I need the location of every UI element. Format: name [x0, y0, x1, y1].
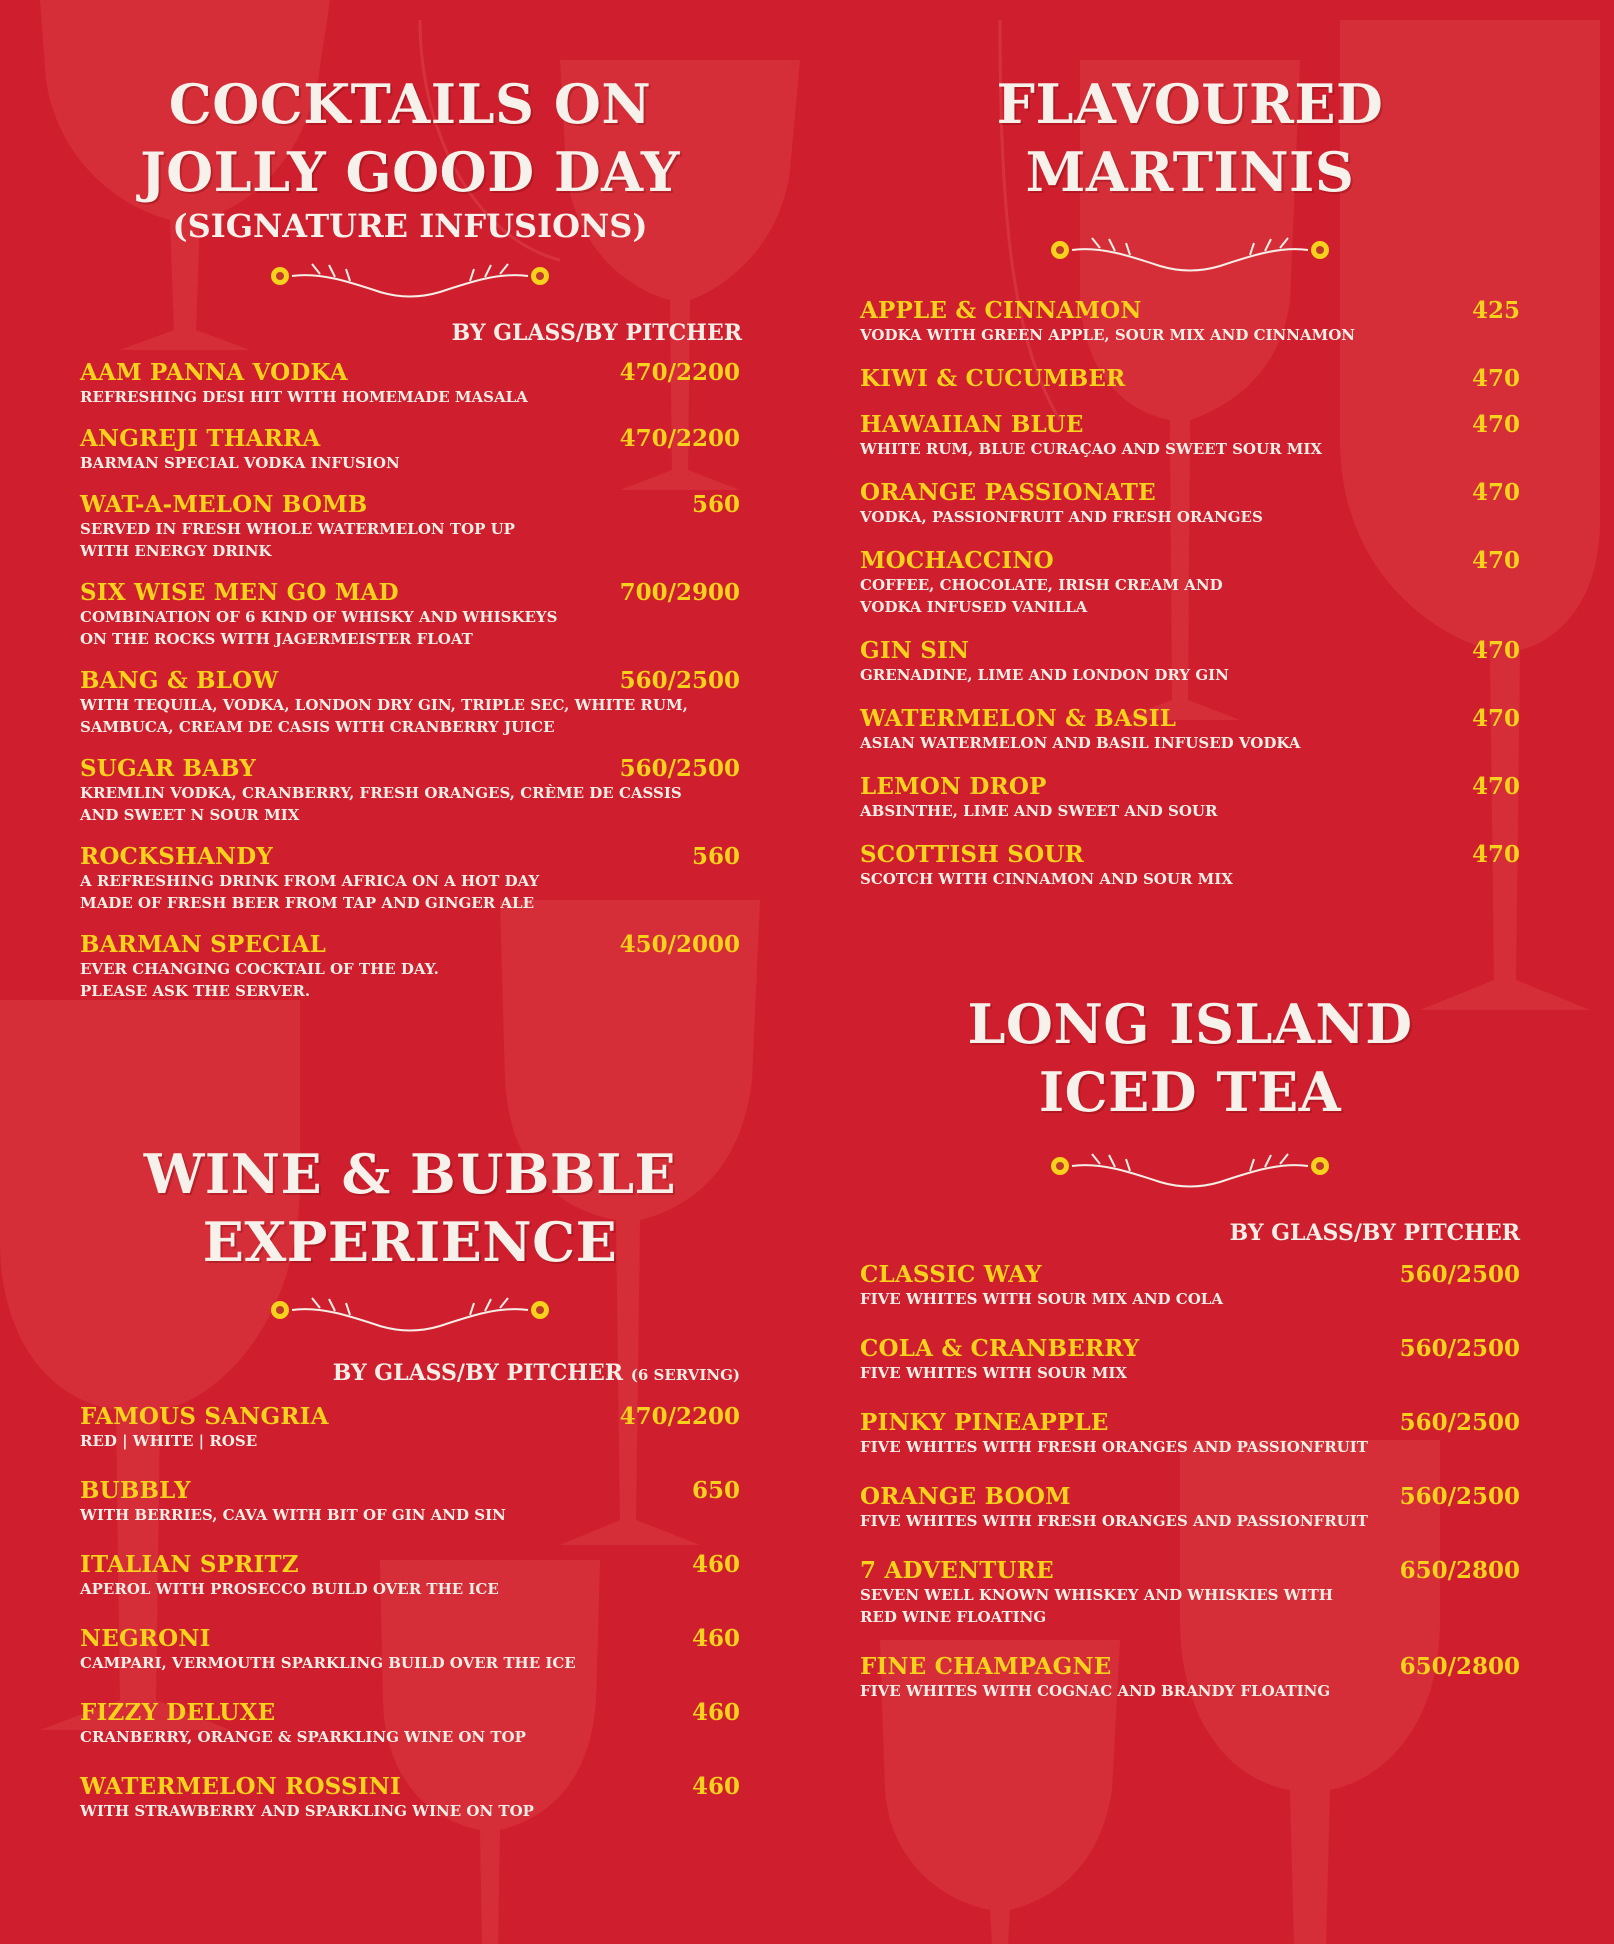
- cocktails-subtitle: (SIGNATURE INFUSIONS): [172, 207, 648, 245]
- martinis-title-line2: MARTINIS: [1025, 140, 1355, 204]
- item-price: 470: [1471, 841, 1520, 868]
- menu-item: [860, 842, 1520, 890]
- item-description: VODKA INFUSED VANILLA: [860, 598, 1088, 616]
- item-price: 460: [691, 1625, 740, 1652]
- item-name: BANG & BLOW: [80, 667, 279, 694]
- item-name: FINE CHAMPAGNE: [860, 1653, 1112, 1680]
- item-price: 470/2200: [619, 359, 740, 386]
- item-name: FIZZY DELUXE: [80, 1699, 276, 1726]
- item-description: WITH ENERGY DRINK: [80, 542, 272, 560]
- item-name: APPLE & CINNAMON: [860, 297, 1142, 324]
- item-name: WAT-A-MELON BOMB: [80, 491, 368, 518]
- menu-item: [860, 774, 1520, 822]
- item-price: 560/2500: [1399, 1409, 1520, 1436]
- martinis-item-list: [860, 298, 1520, 890]
- item-price: 470: [1471, 637, 1520, 664]
- wine-column-note: (6 SERVING): [630, 1366, 740, 1384]
- floral-divider-icon: [1040, 226, 1340, 286]
- item-description: CRANBERRY, ORANGE & SPARKLING WINE ON TOP: [80, 1728, 526, 1746]
- item-name: ORANGE PASSIONATE: [860, 479, 1156, 506]
- menu-item: [80, 932, 740, 1002]
- item-price: 460: [691, 1699, 740, 1726]
- item-description: A REFRESHING DRINK FROM AFRICA ON A HOT DAY: [80, 872, 540, 890]
- wine-title-line2: EXPERIENCE: [202, 1210, 618, 1274]
- item-name: MOCHACCINO: [860, 547, 1054, 574]
- menu-item: [860, 366, 1520, 392]
- item-description: KREMLIN VODKA, CRANBERRY, FRESH ORANGES, CRÈME DE CASSIS: [80, 784, 682, 802]
- item-name: LEMON DROP: [860, 773, 1047, 800]
- item-name: NEGRONI: [80, 1625, 211, 1652]
- item-price: 560: [691, 491, 740, 518]
- item-description: SERVED IN FRESH WHOLE WATERMELON TOP UP: [80, 520, 515, 538]
- item-name: COLA & CRANBERRY: [860, 1335, 1140, 1362]
- cocktails-title-line1: COCKTAILS ON: [168, 72, 652, 136]
- item-price: 470: [1471, 411, 1520, 438]
- menu-item: [860, 480, 1520, 528]
- item-description: COFFEE, CHOCOLATE, IRISH CREAM AND: [860, 576, 1223, 594]
- long-island-title-line2: ICED TEA: [1038, 1060, 1342, 1124]
- item-price: 470/2200: [619, 1403, 740, 1430]
- item-name: CLASSIC WAY: [860, 1261, 1042, 1288]
- menu-item: [80, 1552, 740, 1600]
- wine-column-header-text: BY GLASS/BY PITCHER: [332, 1360, 624, 1386]
- menu-item: [80, 426, 740, 474]
- item-description: WHITE RUM, BLUE CURAÇAO AND SWEET SOUR MIX: [860, 440, 1323, 458]
- wine-column-header: [80, 1358, 740, 1390]
- item-description: VODKA WITH GREEN APPLE, SOUR MIX AND CINNAMON: [860, 326, 1355, 344]
- item-description: ASIAN WATERMELON AND BASIL INFUSED VODKA: [860, 734, 1301, 752]
- menu-item: [80, 492, 740, 562]
- martinis-section: [860, 70, 1520, 910]
- cocktails-column-header: BY GLASS/BY PITCHER: [451, 320, 742, 346]
- item-price: 450/2000: [619, 931, 740, 958]
- item-description: FIVE WHITES WITH FRESH ORANGES AND PASSIONFRUIT: [860, 1438, 1368, 1456]
- item-description: SEVEN WELL KNOWN WHISKEY AND WHISKIES WITH: [860, 1586, 1333, 1604]
- wine-section: [80, 1140, 740, 1848]
- item-description: APEROL WITH PROSECCO BUILD OVER THE ICE: [80, 1580, 499, 1598]
- item-description: SAMBUCA, CREAM DE CASIS WITH CRANBERRY JUICE: [80, 718, 555, 736]
- item-description: CAMPARI, VERMOUTH SPARKLING BUILD OVER THE ICE: [80, 1654, 576, 1672]
- item-price: 425: [1471, 297, 1520, 324]
- menu-item: [80, 844, 740, 914]
- item-price: 560: [691, 843, 740, 870]
- item-description: RED | WHITE | ROSE: [80, 1432, 258, 1450]
- item-name: HAWAIIAN BLUE: [860, 411, 1084, 438]
- item-name: BARMAN SPECIAL: [80, 931, 327, 958]
- item-description: PLEASE ASK THE SERVER.: [80, 982, 311, 1000]
- item-price: 650/2800: [1399, 1557, 1520, 1584]
- wine-title-line1: WINE & BUBBLE: [143, 1142, 677, 1206]
- cocktails-item-list: [80, 360, 740, 1002]
- item-description: RED WINE FLOATING: [860, 1608, 1047, 1626]
- item-price: 560/2500: [1399, 1335, 1520, 1362]
- item-description: FIVE WHITES WITH FRESH ORANGES AND PASSIONFRUIT: [860, 1512, 1368, 1530]
- item-description: SCOTCH WITH CINNAMON AND SOUR MIX: [860, 870, 1233, 888]
- item-price: 470: [1471, 773, 1520, 800]
- menu-item: [80, 1404, 740, 1452]
- floral-divider-icon: [1040, 1142, 1340, 1202]
- item-name: ITALIAN SPRITZ: [80, 1551, 299, 1578]
- item-description: REFRESHING DESI HIT WITH HOMEMADE MASALA: [80, 388, 528, 406]
- item-description: WITH BERRIES, CAVA WITH BIT OF GIN AND SIN: [80, 1506, 506, 1524]
- item-price: 560/2500: [619, 755, 740, 782]
- item-description: AND SWEET N SOUR MIX: [80, 806, 300, 824]
- item-name: ORANGE BOOM: [860, 1483, 1071, 1510]
- menu-item: [80, 1626, 740, 1674]
- menu-item: [80, 360, 740, 408]
- menu-item: [860, 1484, 1520, 1532]
- item-price: 560/2500: [1399, 1261, 1520, 1288]
- menu-item: [860, 1262, 1520, 1310]
- menu-item: [860, 412, 1520, 460]
- item-price: 650/2800: [1399, 1653, 1520, 1680]
- menu-item: [860, 548, 1520, 618]
- item-description: MADE OF FRESH BEER FROM TAP AND GINGER ALE: [80, 894, 535, 912]
- floral-divider-icon: [260, 252, 560, 312]
- item-name: SCOTTISH SOUR: [860, 841, 1084, 868]
- item-price: 560/2500: [619, 667, 740, 694]
- long-island-column-header: BY GLASS/BY PITCHER: [1229, 1220, 1520, 1246]
- item-name: WATERMELON ROSSINI: [80, 1773, 401, 1800]
- wine-item-list: [80, 1404, 740, 1822]
- menu-item: [80, 668, 740, 738]
- menu-item: [80, 756, 740, 826]
- item-name: BUBBLY: [80, 1477, 191, 1504]
- item-price: 460: [691, 1773, 740, 1800]
- item-description: EVER CHANGING COCKTAIL OF THE DAY.: [80, 960, 439, 978]
- menu-item: [80, 1478, 740, 1526]
- item-name: PINKY PINEAPPLE: [860, 1409, 1109, 1436]
- item-price: 460: [691, 1551, 740, 1578]
- item-description: FIVE WHITES WITH SOUR MIX AND COLA: [860, 1290, 1223, 1308]
- item-price: 700/2900: [619, 579, 740, 606]
- item-price: 470: [1471, 479, 1520, 506]
- menu-item: [80, 580, 740, 650]
- item-description: WITH STRAWBERRY AND SPARKLING WINE ON TOP: [80, 1802, 534, 1820]
- item-name: 7 ADVENTURE: [860, 1557, 1054, 1584]
- item-name: ROCKSHANDY: [80, 843, 274, 870]
- menu-item: [80, 1774, 740, 1822]
- floral-divider-icon: [260, 1286, 560, 1346]
- item-price: 650: [691, 1477, 740, 1504]
- item-name: FAMOUS SANGRIA: [80, 1403, 329, 1430]
- item-description: ON THE ROCKS WITH JAGERMEISTER FLOAT: [80, 630, 473, 648]
- item-description: GRENADINE, LIME AND LONDON DRY GIN: [860, 666, 1229, 684]
- item-name: AAM PANNA VODKA: [80, 359, 348, 386]
- menu-item: [860, 1336, 1520, 1384]
- menu-item: [80, 1700, 740, 1748]
- item-price: 470/2200: [619, 425, 740, 452]
- menu-item: [860, 298, 1520, 346]
- item-name: WATERMELON & BASIL: [860, 705, 1177, 732]
- item-name: KIWI & CUCUMBER: [860, 365, 1126, 392]
- item-price: 470: [1471, 365, 1520, 392]
- item-price: 470: [1471, 705, 1520, 732]
- item-name: ANGREJI THARRA: [80, 425, 321, 452]
- item-description: COMBINATION OF 6 KIND OF WHISKY AND WHISKEYS: [80, 608, 558, 626]
- martinis-title-line1: FLAVOURED: [996, 72, 1384, 136]
- item-description: WITH TEQUILA, VODKA, LONDON DRY GIN, TRIPLE SEC, WHITE RUM,: [80, 696, 688, 714]
- menu-item: [860, 1654, 1520, 1702]
- menu-item: [860, 706, 1520, 754]
- menu-item: [860, 1410, 1520, 1458]
- long-island-title-line1: LONG ISLAND: [967, 992, 1413, 1056]
- long-island-item-list: [860, 1262, 1520, 1702]
- item-description: BARMAN SPECIAL VODKA INFUSION: [80, 454, 400, 472]
- item-price: 470: [1471, 547, 1520, 574]
- menu-item: [860, 1558, 1520, 1628]
- item-name: SIX WISE MEN GO MAD: [80, 579, 399, 606]
- cocktails-title-line2: JOLLY GOOD DAY: [140, 140, 680, 204]
- item-description: ABSINTHE, LIME AND SWEET AND SOUR: [860, 802, 1218, 820]
- cocktails-section: [80, 70, 740, 1020]
- menu-item: [860, 638, 1520, 686]
- item-name: SUGAR BABY: [80, 755, 257, 782]
- item-description: VODKA, PASSIONFRUIT AND FRESH ORANGES: [860, 508, 1263, 526]
- item-description: FIVE WHITES WITH COGNAC AND BRANDY FLOATING: [860, 1682, 1331, 1700]
- item-price: 560/2500: [1399, 1483, 1520, 1510]
- item-description: FIVE WHITES WITH SOUR MIX: [860, 1364, 1127, 1382]
- long-island-section: [860, 990, 1520, 1728]
- item-name: GIN SIN: [860, 637, 970, 664]
